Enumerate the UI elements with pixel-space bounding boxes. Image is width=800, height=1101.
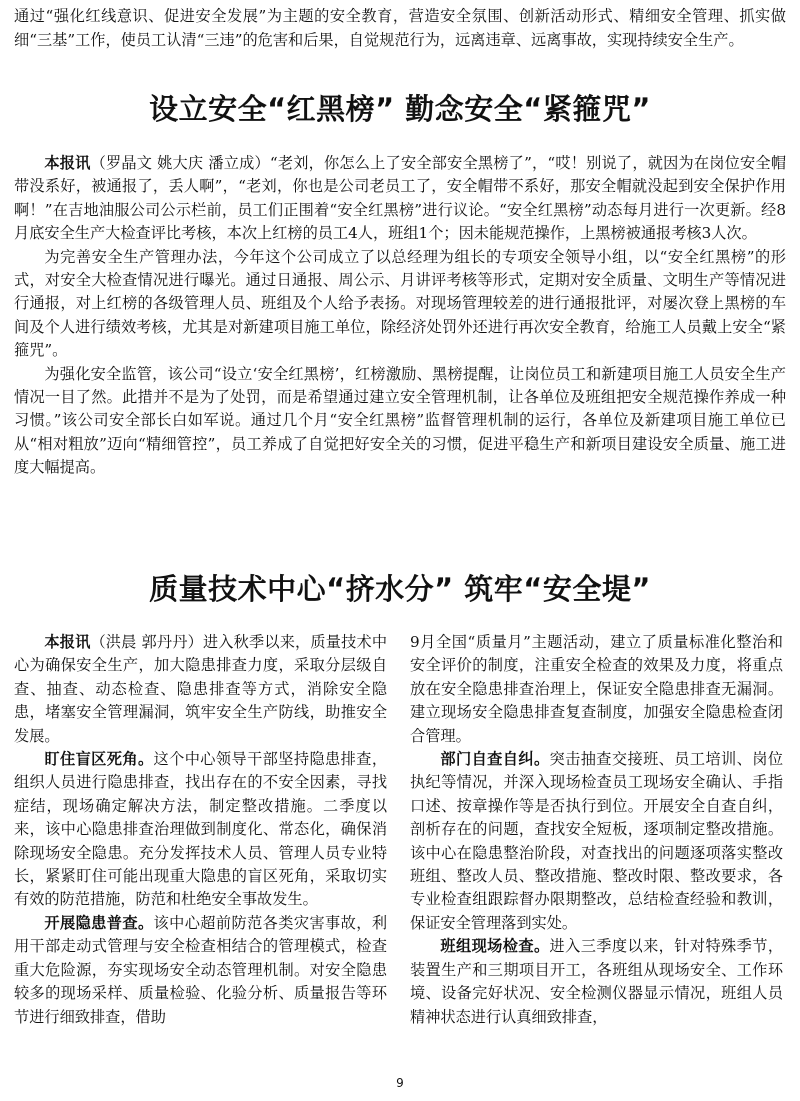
section-3-text: 突击抽查交接班、员工培训、岗位执纪等情况，并深入现场检查员工现场安全确认、手指口述、按章操作等是否执行到位。开展安全自查自纠，剖析存在的问题，查找安全短板，逐项制定整改措施。该中心在隐患整治阶段，对查找出的问题逐项落实整改班组、整改人员、整改措施、整改时限、整改要求，各专业检查组跟踪督办限期整改，总结检查经验和教训，保证安全管理落到实处。 (410, 750, 784, 932)
section-2-text: 该中心超前防范各类灾害事故，利用干部走动式管理与安全检查相结合的管理模式，检查重大危险源，夯实现场安全动态管理机制。对安全隐患较多的现场采样、质量检验、化验分析、质量报告等环节进行细致排查，借助 (14, 913, 388, 1026)
article1-paragraph-2: 为完善安全生产管理办法，今年这个公司成立了以总经理为组长的专项安全领导小组，以“安全红黑榜”的形式，对安全大检查情况进行曝光。通过日通报、周公示、月讲评考核等形式，定期对安全质量、文明生产等情况进行通报，对上红榜的各级管理人员、班组及个人给予表扬。对现场管理较差的进行通报批评，对屡次登上黑榜的车间及个人进行绩效考核，尤其是对新建项目施工单位，除经济处罚外还进行再次安全教育，给施工人员戴上安全“紧箍咒”。 (14, 247, 786, 360)
article2-paragraph-1 (14, 631, 387, 748)
article2-headline: 质量技术中心“挤水分” 筑牢“安全堤” (149, 572, 651, 606)
section-4-title: 班组现场检查。 (440, 937, 550, 956)
article1-paragraph-3: 为强化安全监管，该公司“设立‘安全红黑榜’，红榜激励、黑榜提醒，让岗位员工和新建项目施工人员安全生产情况一目了然。此措并不是为了处罚，而是希望通过建立安全管理机制，让各单位及班组把安全规范操作养成一种习惯。”该公司安全部长白如军说。通过几个月“安全红黑榜”监督管理机制的运行，各单位及新建项目施工单位已从“相对粗放”迈向“精细管控”，员工养成了自觉把好安全关的习惯，促进平稳生产和新项目建设安全质量、施工进度大幅提高。 (14, 364, 786, 477)
article2-section-1 (14, 748, 387, 912)
article1-paragraph-1-text: “老刘，你怎么上了安全部安全黑榜了”，“哎！别说了，就因为在岗位安全帽带没系好，被通报了，丢人啊”，“老刘，你也是公司老员工了，安全帽带不系好，那安全帽就没起到安全保护作用啊！”在吉地油服公司公示栏前，员工们正围着“安全红黑榜”进行议论。“安全红黑榜”动态每月进行一次更新。经8月底安全生产大检查评比考核，本次上红榜的员工4人，班组1个；因未能规范操作，上黑榜被通报考核3人次。 (14, 154, 787, 243)
article2-section-2 (14, 912, 387, 1029)
article2-right-column (410, 631, 783, 1029)
section-2-title: 开展隐患普查。 (44, 913, 154, 932)
article2-left-column (14, 631, 387, 1029)
section-2-continuation: 9月全国“质量月”主题活动，建立了质量标准化整治和安全评价的制度，注重安全检查的效果及力度，将重点放在安全隐患排查治理上，保证安全隐患排查无漏洞。建立现场安全隐患排查复查制度，加强安全隐患检查闭合管理。 (410, 633, 783, 745)
section-1-text: 这个中心领导干部坚持隐患排查，组织人员进行隐患排查，找出存在的不安全因素，寻找症结，现场确定解决方法，制定整改措施。二季度以来，该中心隐患排查治理做到制度化、常态化，确保消除现场安全隐患。充分发挥技术人员、管理人员专业特长，紧紧盯住可能出现重大隐患的盲区死角，采取切实有效的防范措施，防范和杜绝安全事故发生。 (14, 750, 388, 909)
section-3-title: 部门自查自纠。 (440, 750, 550, 769)
article2-section-3 (410, 748, 783, 935)
article1-authors: （罗晶文 姚大庆 潘立成） (90, 154, 270, 172)
article1-lead: 本报讯 (44, 154, 91, 172)
article2-authors: （洪晨 郭丹丹） (90, 633, 203, 651)
section-4-text: 进入三季度以来，针对特殊季节，装置生产和三期项目开工，各班组从现场安全、工作环境、设备完好状况、安全检测仪器显示情况，班组人员精神状态进行认真细致排查， (410, 937, 784, 1026)
article1-body (14, 152, 786, 480)
article1-headline: 设立安全“红黑榜” 勤念安全“紧箍咒” (149, 92, 651, 126)
intro-paragraph: 通过“强化红线意识、促进安全发展”为主题的安全教育，营造安全氛围、创新活动形式、精细安全管理、抓实做细“三基”工作，使员工认清“三违”的危害和后果，自觉规范行为，远离违章、远离事故，实现持续安全生产。 (14, 7, 786, 49)
article2-section-4 (410, 935, 783, 1029)
section-1-title: 盯住盲区死角。 (44, 750, 154, 769)
article2-lead: 本报讯 (44, 633, 91, 651)
article2-paragraph-1-text: 进入秋季以来，质量技术中心为确保安全生产，加大隐患排查力度，采取分层级自查、抽查、动态检查、隐患排查等方式，消除安全隐患，堵塞安全管理漏洞，筑牢安全生产防线，助推安全发展。 (14, 633, 388, 745)
article1-paragraph-1 (14, 152, 786, 246)
page-number: 9 (396, 1076, 404, 1090)
